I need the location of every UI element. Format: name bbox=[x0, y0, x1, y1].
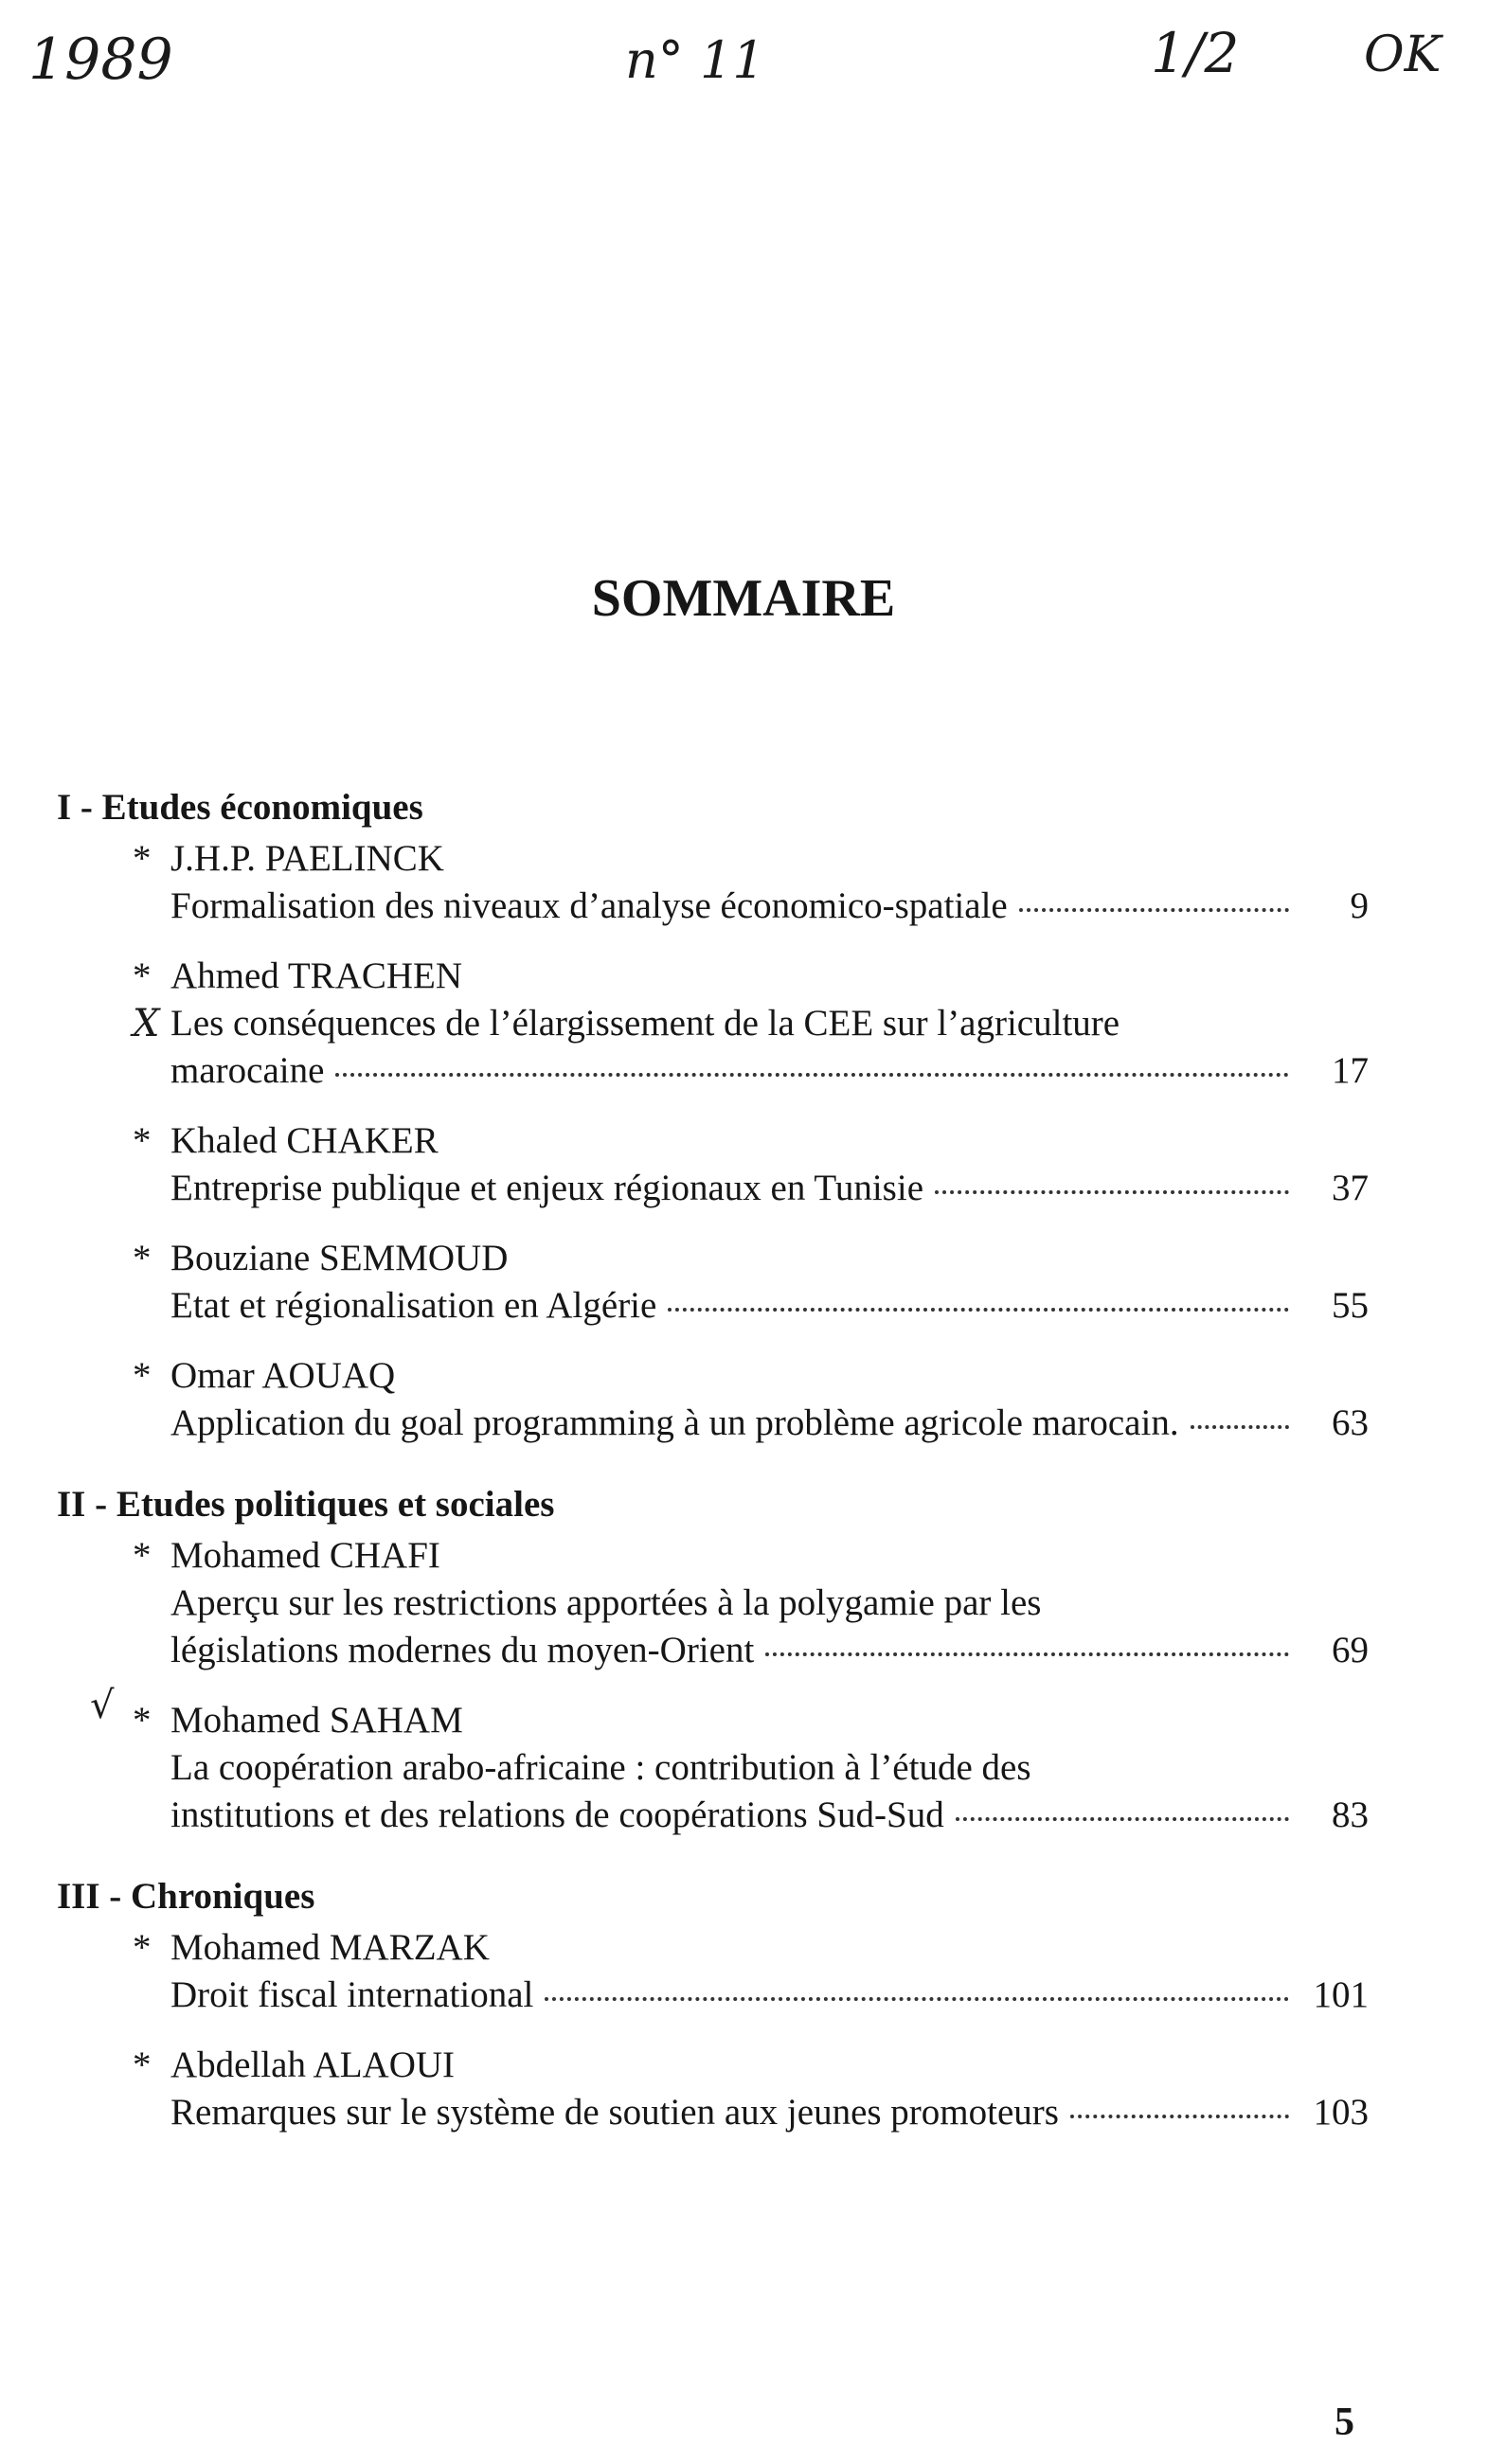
entry-bullet: * bbox=[133, 838, 152, 879]
section-heading: I - Etudes économiques bbox=[57, 787, 423, 828]
entry-title-line bbox=[170, 1580, 1369, 1627]
entry-title: Remarques sur le système de soutien aux jeunes promoteurs bbox=[170, 2092, 1059, 2133]
entry-page-number: 9 bbox=[1350, 885, 1369, 926]
handwritten-year: 1989 bbox=[28, 27, 173, 93]
handwritten-check-mark: √ bbox=[90, 1684, 115, 1727]
entry-title: La coopération arabo-africaine : contribution à l’étude des bbox=[170, 1747, 1031, 1788]
dot-leader bbox=[668, 1308, 1289, 1312]
entry-bullet: * bbox=[133, 1238, 152, 1278]
handwritten-ref: 1/2 bbox=[1151, 21, 1240, 85]
entry-bullet: * bbox=[133, 1535, 152, 1576]
toc-entry bbox=[57, 1117, 1369, 1212]
dot-leader bbox=[765, 1652, 1289, 1656]
entry-author: Bouziane SEMMOUD bbox=[170, 1238, 509, 1278]
entry-title: Les conséquences de l’élargissement de la CEE sur l’agriculture bbox=[170, 1003, 1120, 1044]
dot-leader bbox=[545, 1997, 1289, 2001]
entry-bullet: * bbox=[133, 955, 152, 996]
toc-entry bbox=[57, 1532, 1369, 1674]
handwritten-ok: OK bbox=[1364, 27, 1442, 83]
page-title: SOMMAIRE bbox=[591, 569, 896, 628]
entry-page-number: 101 bbox=[1313, 1974, 1369, 2015]
entry-title: Entreprise publique et enjeux régionaux en Tunisie bbox=[170, 1168, 924, 1208]
entry-title: institutions et des relations de coopérations Sud-Sud bbox=[170, 1794, 944, 1835]
entry-title: Etat et régionalisation en Algérie bbox=[170, 1285, 657, 1326]
toc-section bbox=[57, 784, 1369, 1447]
dot-leader bbox=[1191, 1425, 1289, 1429]
table-of-contents bbox=[57, 784, 1369, 2159]
entry-title-line bbox=[170, 1000, 1369, 1047]
toc-entry bbox=[57, 1235, 1369, 1330]
entry-title-line bbox=[170, 883, 1369, 930]
entry-title: Aperçu sur les restrictions apportées à la polygamie par les bbox=[170, 1582, 1042, 1623]
entry-author: Abdellah ALAOUI bbox=[170, 2044, 456, 2085]
entry-title: Formalisation des niveaux d’analyse économico-spatiale bbox=[170, 885, 1008, 926]
entry-title-line bbox=[170, 1744, 1369, 1792]
entry-title-line bbox=[170, 1627, 1369, 1674]
entry-author: Omar AOUAQ bbox=[170, 1355, 396, 1396]
entry-page-number: 37 bbox=[1332, 1168, 1369, 1208]
dot-leader bbox=[956, 1817, 1289, 1821]
entry-title: marocaine bbox=[170, 1050, 325, 1091]
entry-author: Ahmed TRACHEN bbox=[170, 955, 463, 996]
entry-title-line bbox=[170, 2089, 1369, 2136]
entry-bullet: * bbox=[133, 1700, 152, 1741]
toc-entry bbox=[57, 953, 1369, 1095]
entry-bullet: * bbox=[133, 1355, 152, 1396]
dot-leader bbox=[1019, 908, 1289, 912]
entry-page-number: 103 bbox=[1313, 2092, 1369, 2133]
dot-leader bbox=[1070, 2115, 1289, 2118]
dot-leader bbox=[935, 1190, 1289, 1194]
toc-section bbox=[57, 1481, 1369, 1839]
entry-page-number: 17 bbox=[1332, 1050, 1369, 1091]
handwritten-cross-mark: X bbox=[133, 1002, 160, 1045]
entry-title-line bbox=[170, 1792, 1369, 1839]
entry-author: Mohamed CHAFI bbox=[170, 1535, 440, 1576]
entry-page-number: 55 bbox=[1332, 1285, 1369, 1326]
entry-title-line bbox=[170, 1047, 1369, 1095]
entry-title: Application du goal programming à un problème agricole marocain. bbox=[170, 1402, 1179, 1443]
toc-entry bbox=[57, 835, 1369, 930]
entry-bullet: * bbox=[133, 1120, 152, 1161]
entry-title-line bbox=[170, 1972, 1369, 2019]
entry-author: Khaled CHAKER bbox=[170, 1120, 439, 1161]
entry-page-number: 83 bbox=[1332, 1794, 1369, 1835]
toc-entry bbox=[57, 1697, 1369, 1839]
toc-entry bbox=[57, 1352, 1369, 1447]
entry-title: Droit fiscal international bbox=[170, 1974, 534, 2015]
handwritten-issue: n° 11 bbox=[625, 30, 765, 90]
entry-bullet: * bbox=[133, 2044, 152, 2085]
dot-leader bbox=[335, 1073, 1289, 1077]
entry-bullet: * bbox=[133, 1927, 152, 1968]
section-heading: III - Chroniques bbox=[57, 1876, 315, 1917]
section-heading: II - Etudes politiques et sociales bbox=[57, 1484, 555, 1525]
entry-page-number: 69 bbox=[1332, 1630, 1369, 1670]
entry-author: Mohamed MARZAK bbox=[170, 1927, 490, 1968]
entry-title-line bbox=[170, 1282, 1369, 1330]
toc-entry bbox=[57, 1924, 1369, 2019]
entry-author: J.H.P. PAELINCK bbox=[170, 838, 444, 879]
toc-section bbox=[57, 1873, 1369, 2136]
entry-title-line bbox=[170, 1400, 1369, 1447]
entry-title: législations modernes du moyen-Orient bbox=[170, 1630, 755, 1670]
toc-entry bbox=[57, 2042, 1369, 2136]
page-number: 5 bbox=[1335, 2401, 1354, 2444]
entry-title-line bbox=[170, 1165, 1369, 1212]
entry-page-number: 63 bbox=[1332, 1402, 1369, 1443]
entry-author: Mohamed SAHAM bbox=[170, 1700, 463, 1741]
